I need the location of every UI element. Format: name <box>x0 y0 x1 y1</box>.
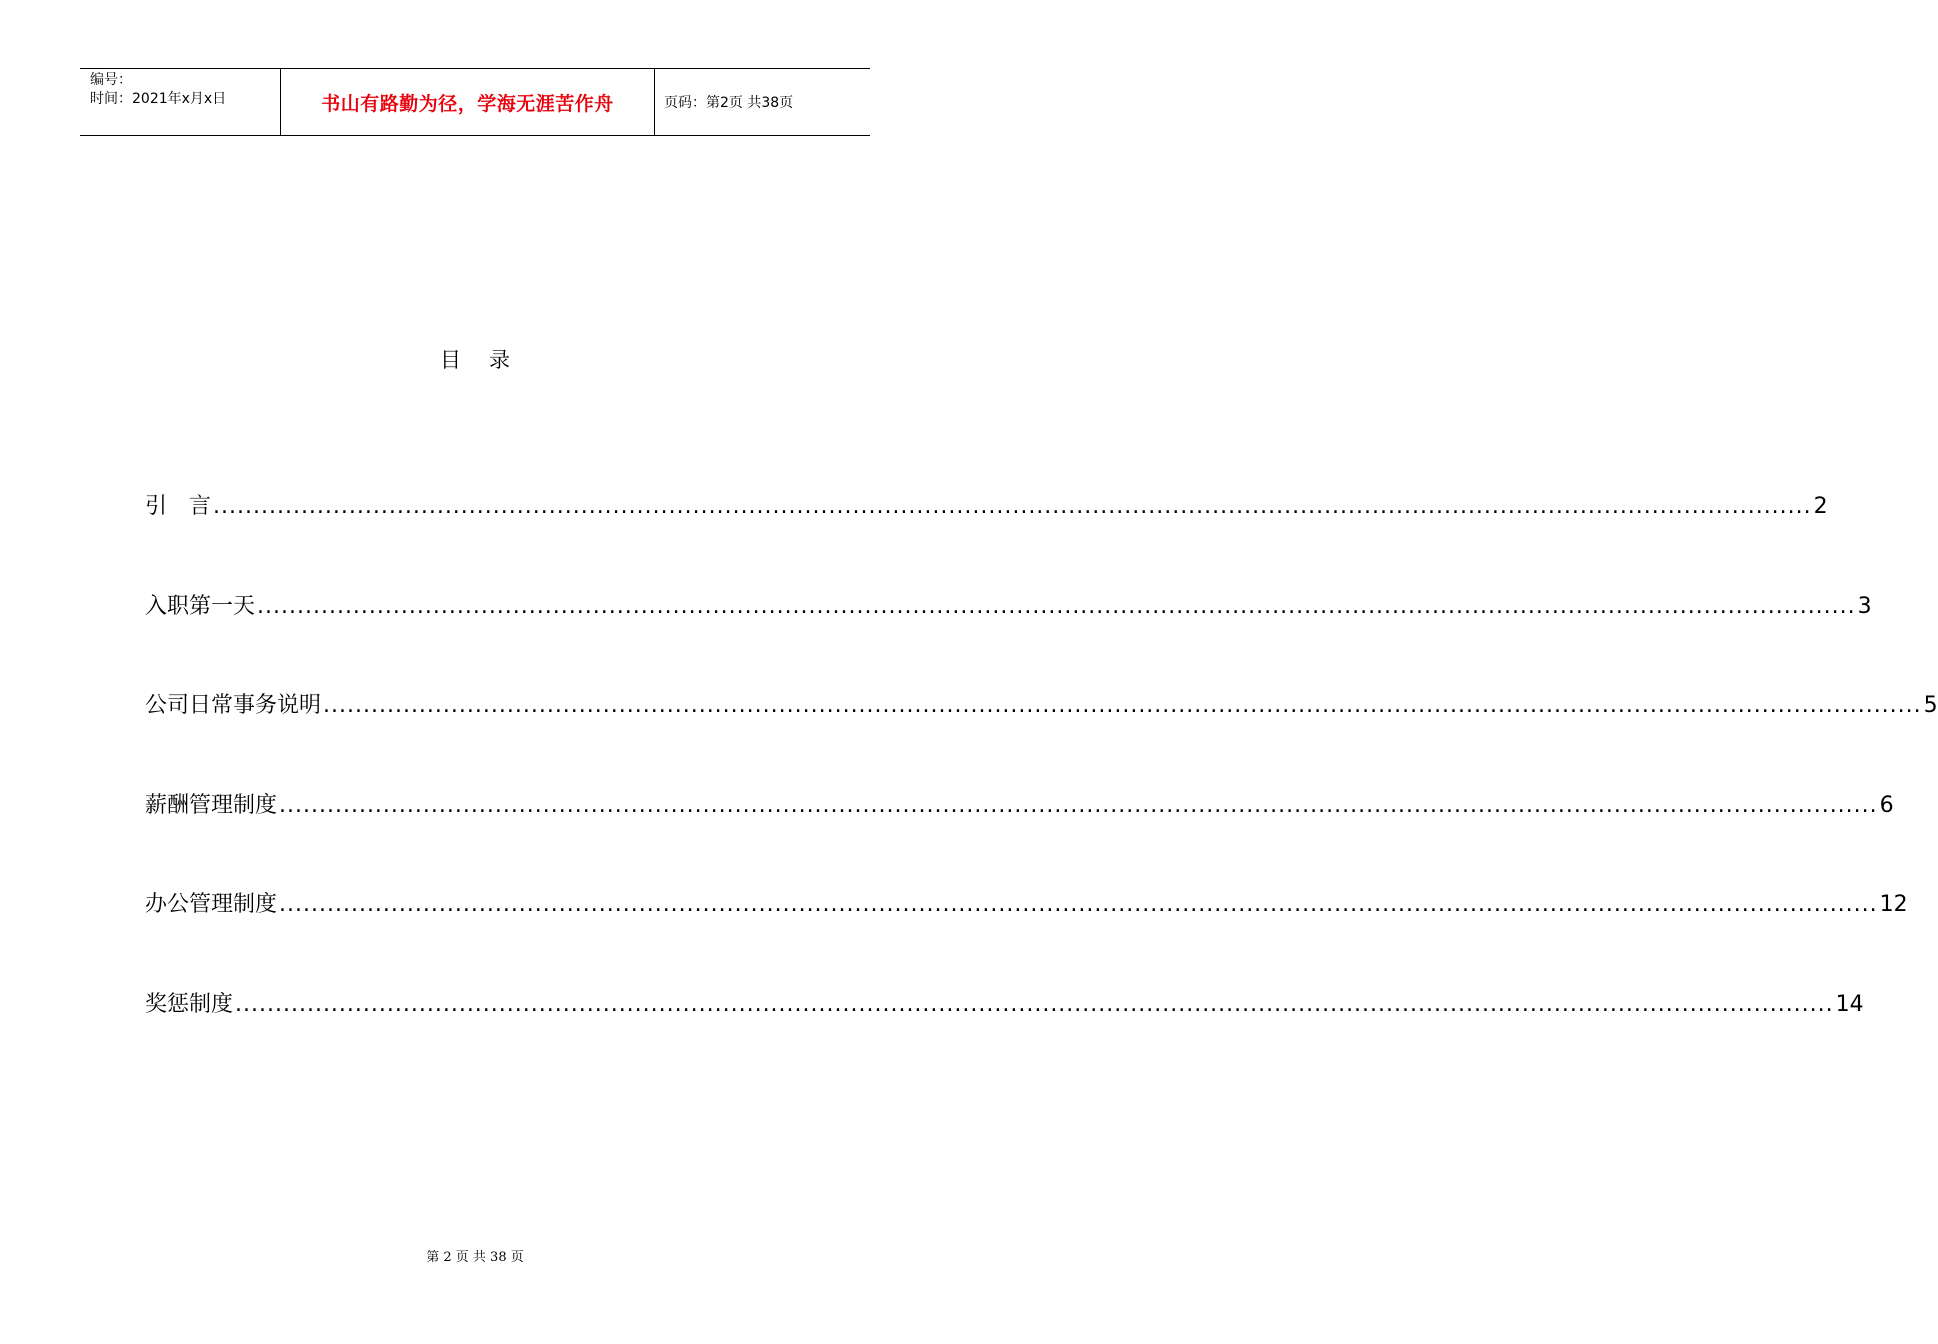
toc-entry[interactable] <box>145 487 1828 587</box>
toc-entry-page: 2 <box>1813 494 1828 519</box>
toc-entry[interactable] <box>145 587 1872 687</box>
toc-leader-dots: ........................................................................................................................................................................................................ <box>279 792 1878 818</box>
toc-leader-dots: ........................................................................................................................................................................................................ <box>279 892 1878 917</box>
toc-entry-label: 薪酬管理制度 <box>145 792 278 818</box>
toc-title: 目录 <box>440 348 538 372</box>
page-footer: 第 2 页 共 38 页 <box>426 1250 524 1265</box>
toc-leader-dots: ........................................................................................................................................................................................................ <box>323 693 1922 718</box>
time-label: 时间：2021年x月x日 <box>90 91 227 107</box>
toc-entry-page: 5 <box>1923 693 1938 718</box>
header-page-info: 页码：第2页 共38页 <box>664 95 794 111</box>
number-label: 编号： <box>90 72 132 88</box>
toc-entry-label: 办公管理制度 <box>145 892 278 917</box>
toc-entry[interactable] <box>145 686 1938 786</box>
toc-leader-dots: ........................................................................................................................................................................................................ <box>213 494 1812 519</box>
toc-entry[interactable] <box>145 885 1908 985</box>
toc-entry[interactable] <box>145 786 1894 886</box>
toc-entry-label: 公司日常事务说明 <box>145 693 322 718</box>
table-of-contents <box>145 487 1938 1084</box>
toc-entry[interactable] <box>145 985 1864 1085</box>
page-header <box>80 68 870 136</box>
toc-leader-dots: ........................................................................................................................................................................................................ <box>257 593 1856 619</box>
toc-leader-dots: ........................................................................................................................................................................................................ <box>235 991 1834 1017</box>
toc-entry-label: 入职第一天 <box>145 593 256 619</box>
toc-entry-page: 3 <box>1857 593 1872 619</box>
toc-entry-page: 6 <box>1879 792 1894 818</box>
header-meta <box>80 69 281 135</box>
toc-entry-page: 14 <box>1835 991 1864 1017</box>
toc-entry-label: 引 言 <box>145 494 212 519</box>
toc-entry-label: 奖惩制度 <box>145 991 234 1017</box>
toc-entry-page: 12 <box>1879 892 1908 917</box>
header-motto: 书山有路勤为径，学海无涯苦作舟 <box>281 69 655 135</box>
